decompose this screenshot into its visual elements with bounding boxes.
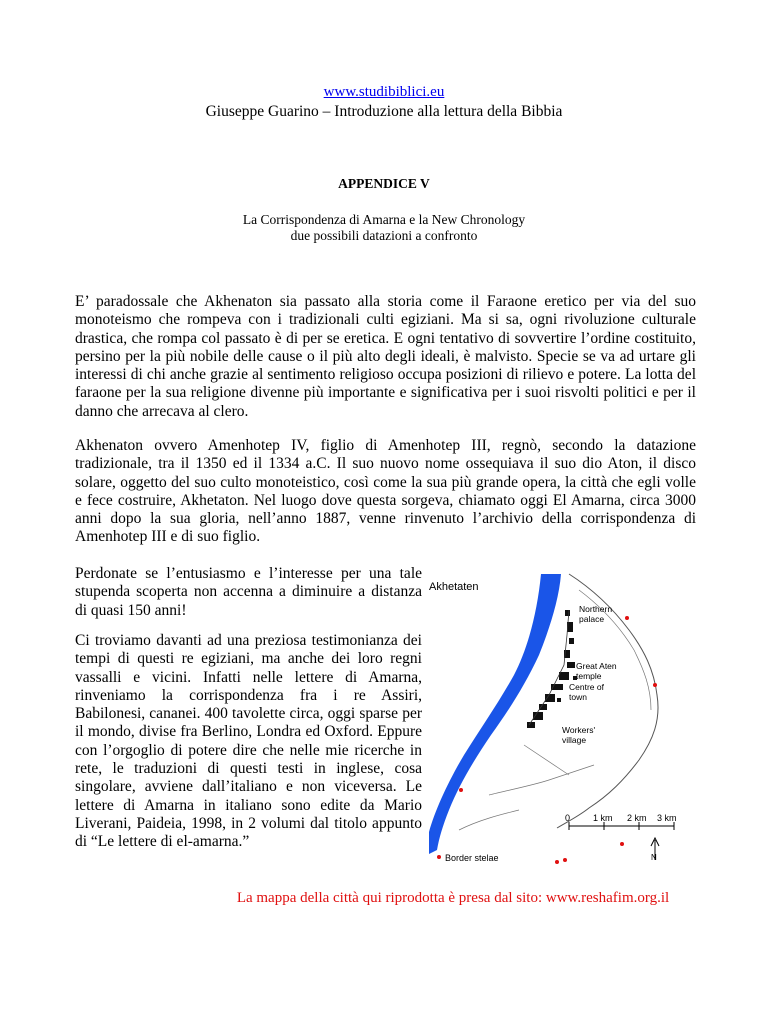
map-title: Akhetaten — [429, 581, 479, 593]
scale-1km: 1 km — [593, 813, 613, 823]
scale-3km: 3 km — [657, 813, 677, 823]
scale-0: 0 — [565, 813, 571, 823]
paragraph-1: E’ paradossale che Akhenaton sia passato alla storia come il Faraone eretico per via del suo monoteismo che rompeva con i tradizionali culti egiziani. Ma si sa, ogni rivoluzione culturale drastica, che rompa col passato è di per se eretica. E ogni tentativo di sovvertire l’ordine costituito, persino per la più nobile delle cause o il più alto degli ideali, è malvisto. Specie se va ad urtare gli interessi di chi anche grazie al sentimento religioso occupa posizioni di rilievo e potere. La lotta del faraone per la sua religione divenne più importante e significativa per i suoi risvolti politici e per il danno che arrecava al clero. — [75, 293, 696, 420]
author-title: Giuseppe Guarino – Introduzione alla lettura della Bibbia — [205, 103, 563, 120]
north-label: N — [651, 853, 657, 862]
subtitle-line-1: La Corrispondenza di Amarna e la New Chronology — [242, 212, 526, 227]
paragraph-4: Ci troviamo davanti ad una preziosa testimonianza dei tempi di questi re egiziani, ma anche dei loro regni vassalli e vicini. Infatti nelle lettere di Amarna, rinveniamo la corrispondenza fra i re Assiri, Babilonesi, cananei. 400 tavolette circa, oggi sparse per il mondo, divise fra Berlino, Londra ed Oxford. Eppure con l’orgoglio di potere dire che nelle mie ricerche in rete, le traduzioni di questi testi in inglese, cosa singolare, avviene dall’italiano e non viceversa. Le lettere di Amarna in italiano sono edite da Mario Liverani, Paideia, 1998, in 2 volumi dal titolo appunto di “Le lettere di el-amarna.” — [75, 632, 422, 851]
label-northern: Northern — [579, 604, 613, 614]
map-caption: La mappa della città qui riprodotta è presa dal sito: www.reshafim.org.il — [236, 890, 670, 906]
label-centre-of: Centre of — [569, 682, 604, 692]
label-palace: palace — [579, 614, 605, 624]
scale-2km: 2 km — [627, 813, 647, 823]
label-town: town — [569, 692, 587, 702]
akhetaten-map — [429, 570, 695, 875]
label-great-aten: Great Aten — [576, 661, 617, 671]
site-link[interactable]: www.studibiblici.eu — [323, 84, 445, 100]
legend-border-stelae: Border stelae — [445, 853, 499, 863]
label-workers: Workers' — [562, 725, 596, 735]
legend-marker — [437, 855, 441, 859]
paragraph-3: Perdonate se l’entusiasmo e l’interesse per una tale stupenda scoperta non accenna a diminuire a distanza di quasi 150 anni! — [75, 565, 422, 619]
subtitle-line-2: due possibili datazioni a confronto — [290, 228, 478, 243]
appendix-heading: APPENDICE V — [338, 176, 430, 191]
label-temple: temple — [576, 671, 602, 681]
label-village: village — [562, 735, 587, 745]
paragraph-2: Akhenaton ovvero Amenhotep IV, figlio di Amenhotep III, regnò, secondo la datazione tradizionale, tra il 1350 ed il 1334 a.C. Il suo nuovo nome ossequiava il suo dio Aton, il disco solare, oggetto del suo culto monoteistico, così come la sua più grande opera, la città che egli volle e fece costruire, Akhetaton. Nel luogo dove questa sorgeva, chiamato oggi El Amarna, circa 3000 anni dopo la sua gloria, nell’anno 1887, venne rinvenuto l’archivio della corrispondenza di Amenhotep III e di suo figlio. — [75, 437, 696, 546]
